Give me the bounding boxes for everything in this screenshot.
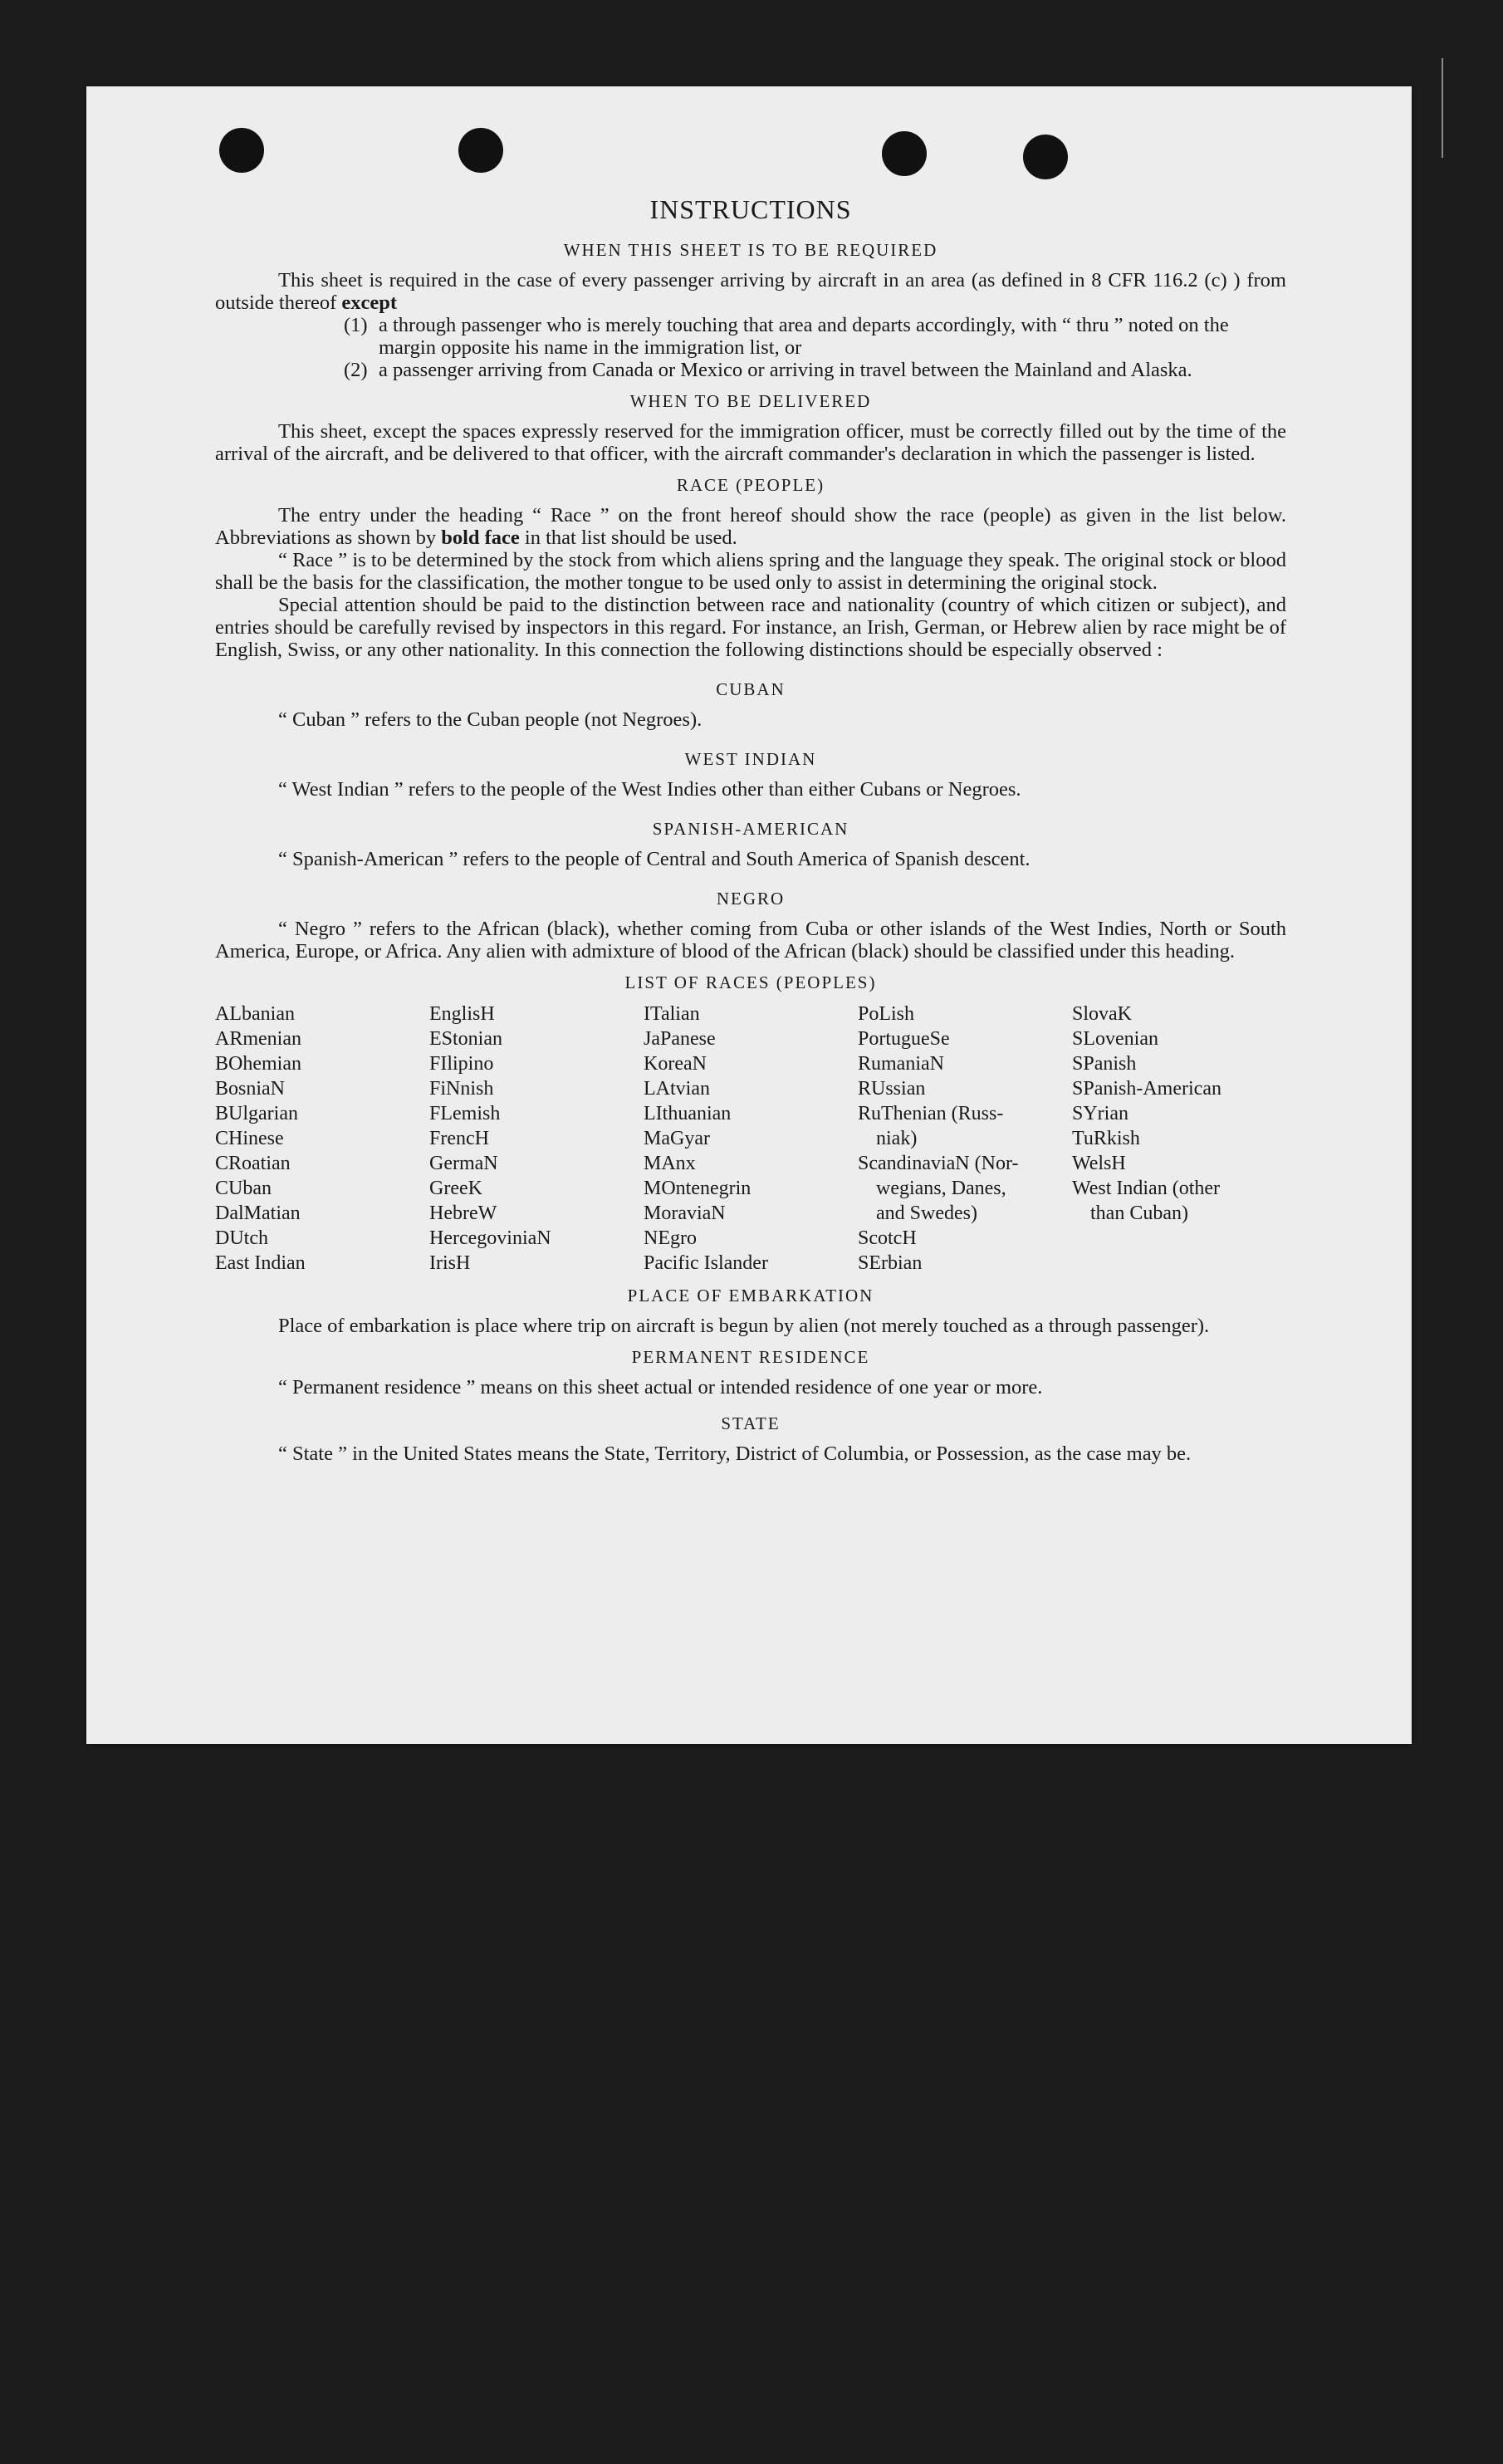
race-entry: HercegoviniaN [429, 1227, 551, 1249]
race-entry: SPanish-American [1072, 1078, 1221, 1100]
race-entry: ScotcH [858, 1227, 917, 1249]
race-entry: Pacific Islander [644, 1252, 768, 1274]
race-entry: ScandinaviaN (Nor- [858, 1153, 1019, 1174]
race-entry: RUssian [858, 1078, 926, 1100]
race-entry: FIlipino [429, 1053, 494, 1075]
race-entry: CHinese [215, 1128, 284, 1149]
races-list [215, 1002, 1286, 1276]
race-entry: niak) [876, 1128, 918, 1149]
race-entry: East Indian [215, 1252, 306, 1274]
race-entry: wegians, Danes, [876, 1178, 1006, 1199]
section-heading-spanish-american: SPANISH-AMERICAN [652, 819, 849, 839]
when-delivered-text: This sheet, except the spaces expressly reserved for the immigration officer, must be correctly filled out by the time of the arrival of the aircraft, and be delivered to that officer, with the aircraft commander's declaration in which the passenger is listed. [215, 420, 1286, 465]
exception-item: (2) a passenger arriving from Canada or Mexico or arriving in travel between the Mainland and Alaska. [344, 359, 1192, 381]
when-required-intro: This sheet is required in the case of every passenger arriving by aircraft in an area (as defined in 8 CFR 116.2 (c) ) from outside thereof except [215, 269, 1286, 314]
section-heading-race: RACE (PEOPLE) [676, 475, 825, 495]
race-entry: West Indian (other [1072, 1178, 1221, 1199]
race-entry: MoraviaN [644, 1203, 726, 1224]
section-heading-embarkation: PLACE OF EMBARKATION [627, 1286, 874, 1305]
state-text: “ State ” in the United States means the State, Territory, District of Columbia, or Possession, as the case may be. [278, 1443, 1192, 1465]
race-entry: SlovaK [1072, 1003, 1132, 1025]
section-heading-when-required: WHEN THIS SHEET IS TO BE REQUIRED [563, 240, 938, 260]
race-entry: JaPanese [644, 1028, 716, 1050]
race-entry: SErbian [858, 1252, 923, 1274]
race-entry: WelsH [1072, 1153, 1126, 1174]
page-title: INSTRUCTIONS [649, 194, 852, 224]
race-entry: FLemish [429, 1103, 501, 1124]
race-entry: GreeK [429, 1178, 482, 1199]
races-column [1072, 1002, 1286, 1276]
scan-mark [1442, 58, 1443, 158]
races-column [858, 1002, 1072, 1276]
races-column [644, 1002, 858, 1276]
race-entry: BOhemian [215, 1053, 301, 1075]
race-entry: ITalian [644, 1003, 700, 1025]
race-entry: MAnx [644, 1153, 696, 1174]
race-entry: IrisH [429, 1252, 471, 1274]
instruction-sheet [86, 86, 1412, 1744]
races-column [215, 1002, 429, 1276]
punch-hole [1023, 135, 1068, 179]
section-heading-west-indian: WEST INDIAN [684, 749, 817, 769]
race-entry: MOntenegrin [644, 1178, 752, 1199]
race-entry: CRoatian [215, 1153, 291, 1174]
race-paragraph-1: The entry under the heading “ Race ” on the front hereof should show the race (people) as given in the list below. Abbreviations as shown by bold face in that list should be used. [215, 504, 1286, 549]
punch-hole [219, 128, 264, 173]
section-heading-when-delivered: WHEN TO BE DELIVERED [629, 391, 872, 411]
race-entry: PortugueSe [858, 1028, 950, 1050]
punch-hole [458, 128, 503, 173]
race-entry: KoreaN [644, 1053, 707, 1075]
race-entry: FiNnish [429, 1078, 494, 1100]
exception-item: (1) a through passenger who is merely touching that area and departs accordingly, with “ thru ” noted on the margin opposite his name in the immigration list, or [344, 314, 1229, 359]
section-heading-cuban: CUBAN [716, 679, 786, 699]
race-entry: BUlgarian [215, 1103, 298, 1124]
cuban-text: “ Cuban ” refers to the Cuban people (not Negroes). [278, 708, 703, 731]
instructions-content [215, 194, 1286, 1465]
race-entry: SLovenian [1072, 1028, 1158, 1050]
race-entry: GermaN [429, 1153, 498, 1174]
race-entry: EnglisH [429, 1003, 495, 1025]
race-paragraph-3: Special attention should be paid to the distinction between race and nationality (country of which citizen or subject), and entries should be carefully revised by inspectors in this regard. For instance, an Irish, German, or Hebrew alien by race might be of English, Swiss, or any other nationality. In this connection the following distinctions should be especially observed : [215, 594, 1286, 661]
race-entry: SPanish [1072, 1053, 1137, 1075]
negro-text: “ Negro ” refers to the African (black), whether coming from Cuba or other islands of the West Indies, North or South America, Europe, or Africa. Any alien with admixture of blood of the African (black) should be classified under this heading. [215, 918, 1286, 963]
section-heading-negro: NEGRO [716, 889, 786, 909]
race-entry: LAtvian [644, 1078, 710, 1100]
race-entry: ARmenian [215, 1028, 301, 1050]
section-heading-state: STATE [721, 1413, 781, 1433]
race-entry: than Cuban) [1090, 1203, 1188, 1224]
race-entry: BosniaN [215, 1078, 285, 1100]
race-entry: SYrian [1072, 1103, 1128, 1124]
embarkation-text: Place of embarkation is place where trip on aircraft is begun by alien (not merely touched as a through passenger). [278, 1315, 1210, 1337]
race-entry: NEgro [644, 1227, 697, 1249]
race-entry: TuRkish [1072, 1128, 1140, 1149]
race-entry: HebreW [429, 1203, 497, 1224]
races-column [429, 1002, 644, 1276]
section-heading-list-of-races: LIST OF RACES (PEOPLES) [624, 972, 877, 992]
race-entry: DalMatian [215, 1203, 301, 1224]
section-heading-permanent-residence: PERMANENT RESIDENCE [631, 1347, 870, 1367]
race-entry: LIthuanian [644, 1103, 732, 1124]
race-entry: CUban [215, 1178, 272, 1199]
race-entry: ALbanian [215, 1003, 295, 1025]
spanish-american-text: “ Spanish-American ” refers to the people of Central and South America of Spanish descent. [278, 848, 1031, 870]
race-entry: DUtch [215, 1227, 268, 1249]
west-indian-text: “ West Indian ” refers to the people of the West Indies other than either Cubans or Negroes. [278, 778, 1021, 801]
race-entry: EStonian [429, 1028, 502, 1050]
race-entry: PoLish [858, 1003, 915, 1025]
race-entry: and Swedes) [876, 1203, 977, 1224]
permanent-residence-text: “ Permanent residence ” means on this sheet actual or intended residence of one year or more. [278, 1376, 1043, 1399]
race-entry: MaGyar [644, 1128, 710, 1149]
race-entry: RuThenian (Russ- [858, 1103, 1004, 1124]
punch-hole [882, 131, 927, 176]
race-entry: RumaniaN [858, 1053, 944, 1075]
race-paragraph-2: “ Race ” is to be determined by the stock from which aliens spring and the language they speak. The original stock or blood shall be the basis for the classification, the mother tongue to be used only to assist in determining the original stock. [215, 549, 1286, 594]
race-entry: FrencH [429, 1128, 489, 1149]
